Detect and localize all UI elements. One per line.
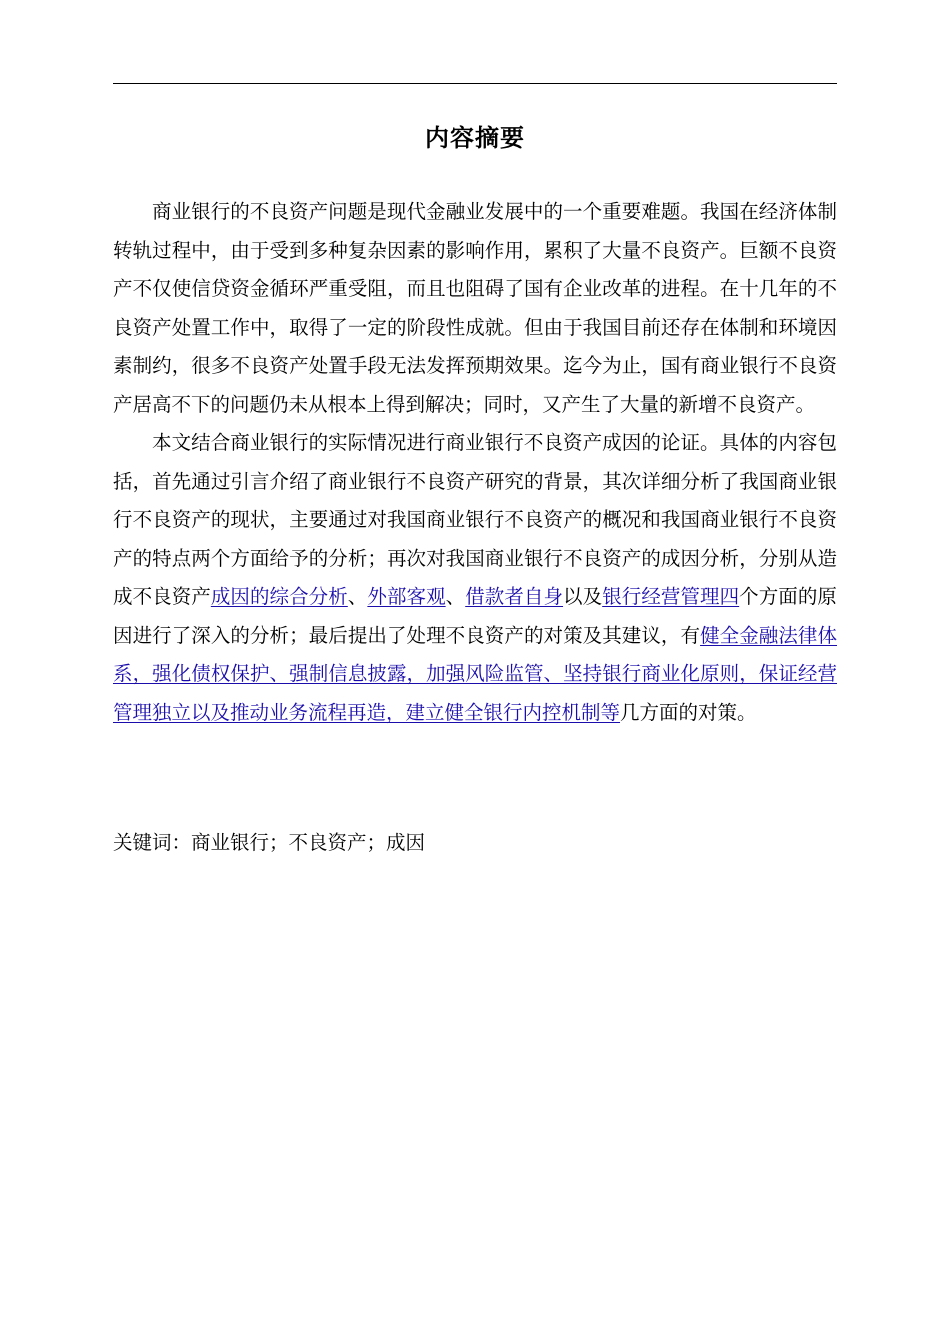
separator-1: 、	[347, 585, 368, 608]
link-comprehensive-analysis[interactable]: 成因的综合分析	[210, 585, 348, 608]
paragraph-2-text-2: 个方面的原因进行了深入的分析；最后提出了处理不良资产的对策及其建议，有	[113, 585, 837, 647]
separator-3: 以及	[563, 585, 603, 608]
header-rule	[113, 83, 837, 84]
link-borrower-self[interactable]: 借款者自身	[465, 585, 564, 608]
paragraph-2-text-3: 几方面的对策。	[620, 700, 757, 724]
keywords-label: 关键词：	[113, 831, 192, 854]
link-bank-management[interactable]: 银行经营管理四	[602, 585, 740, 608]
link-external-objective[interactable]: 外部客观	[367, 585, 446, 608]
paragraph-2-text-1: 本文结合商业银行的实际情况进行商业银行不良资产成因的论证。具体的内容包括，首先通过引言介绍了商业银行不良资产研究的背景，其次详细分析了我国商业银行不良资产的现状，主要通过对我国商业银行不良资产的概况和我国商业银行不良资产的特点两个方面给予的分析；再次对我国商业银行不良资产的成因分析，分别从造成不良资产	[113, 431, 837, 608]
abstract-body	[113, 193, 837, 732]
page-title: 内容摘要	[425, 124, 525, 152]
keywords-line	[113, 825, 837, 861]
keywords-value: 商业银行；不良资产；成因	[191, 831, 426, 854]
abstract-paragraph-2	[113, 424, 837, 732]
link-countermeasures[interactable]: 健全金融法律体系，强化债权保护、强制信息披露，加强风险监管、坚持银行商业化原则，保证经营管理独立以及推动业务流程再造，建立健全银行内控机制等	[113, 623, 837, 724]
separator-2: 、	[445, 585, 466, 608]
abstract-paragraph-1: 商业银行的不良资产问题是现代金融业发展中的一个重要难题。我国在经济体制转轨过程中，由于受到多种复杂因素的影响作用，累积了大量不良资产。巨额不良资产不仅使信贷资金循环严重受阻，而且也阻碍了国有企业改革的进程。在十几年的不良资产处置工作中，取得了一定的阶段性成就。但由于我国目前还存在体制和环境因素制约，很多不良资产处置手段无法发挥预期效果。迄今为止，国有商业银行不良资产居高不下的问题仍未从根本上得到解决；同时，又产生了大量的新增不良资产。	[113, 200, 837, 416]
